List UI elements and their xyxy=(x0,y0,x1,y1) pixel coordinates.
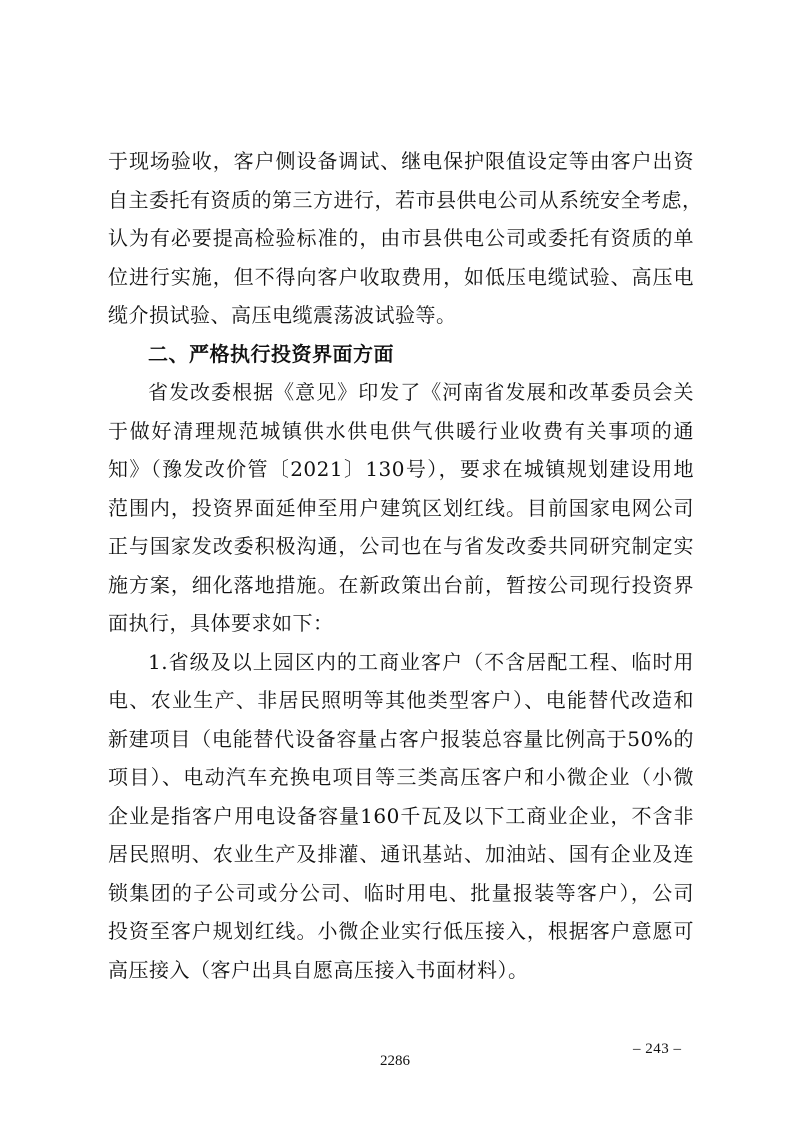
paragraph-line: 省发改委根据《意见》印发了《河南省发展和改革委员会关 xyxy=(148,380,694,404)
paragraph-line: 知》（豫发改价管〔2021〕130号），要求在城镇规划建设用地 xyxy=(108,457,694,481)
paragraph-line: 缆介损试验、高压电缆震荡波试验等。 xyxy=(108,303,457,327)
paragraph-line: 电、农业生产、非居民照明等其他类型客户）、电能替代改造和 xyxy=(108,688,694,712)
page-number: – 243 – xyxy=(633,1041,682,1057)
paragraph-line: 投资至客户规划红线。小微企业实行低压接入，根据客户意愿可 xyxy=(108,919,694,943)
paragraph-line: 自主委托有资质的第三方进行，若市县供电公司从系统安全考虑， xyxy=(108,187,703,212)
paragraph-line: 项目）、电动汽车充换电项目等三类高压客户和小微企业（小微 xyxy=(108,765,694,789)
paragraph-line: 新建项目（电能替代设备容量占客户报装总容量比例高于50%的 xyxy=(108,726,694,751)
paragraph-line: 施方案，细化落地措施。在新政策出台前，暂按公司现行投资界 xyxy=(108,572,694,597)
paragraph-line: 于现场验收，客户侧设备调试、继电保护限值设定等由客户出资 xyxy=(108,149,694,173)
paragraph-line: 高压接入（客户出具自愿高压接入书面材料）。 xyxy=(108,957,529,982)
archive-number: 2286 xyxy=(380,1053,410,1069)
paragraph-line: 锁集团的子公司或分公司、临时用电、批量报装等客户），公司 xyxy=(108,880,694,905)
paragraph-line: 范围内，投资界面延伸至用户建筑区划红线。目前国家电网公司 xyxy=(108,495,694,520)
paragraph-line: 企业是指客户用电设备容量160千瓦及以下工商业企业，不含非 xyxy=(108,803,694,828)
paragraph-line: 正与国家发改委积极沟通，公司也在与省发改委共同研究制定实 xyxy=(108,534,694,558)
paragraph-line: 面执行，具体要求如下： xyxy=(108,611,334,635)
paragraph-line: 认为有必要提高检验标准的，由市县供电公司或委托有资质的单 xyxy=(108,226,694,250)
paragraph-line: 1.省级及以上园区内的工商业客户（不含居配工程、临时用 xyxy=(148,649,694,674)
paragraph-line: 位进行实施，但不得向客户收取费用，如低压电缆试验、高压电 xyxy=(108,264,694,289)
paragraph-line: 居民照明、农业生产及排灌、通讯基站、加油站、国有企业及连 xyxy=(108,842,694,866)
section-heading: 二、严格执行投资界面方面 xyxy=(148,341,394,366)
document-body xyxy=(108,142,703,989)
paragraph-line: 于做好清理规范城镇供水供电供气供暖行业收费有关事项的通 xyxy=(108,418,694,443)
